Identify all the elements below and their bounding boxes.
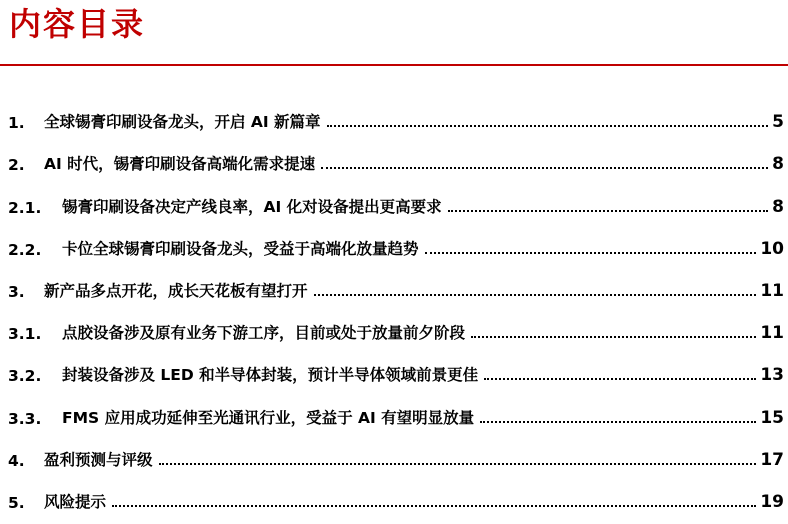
- title-divider: [0, 64, 788, 66]
- toc-entry-page: 8: [772, 154, 784, 175]
- toc-entry[interactable]: [8, 90, 786, 132]
- toc-dot-leader: [314, 293, 757, 296]
- toc-entry-page: 15: [760, 407, 784, 428]
- toc-dot-leader: [448, 209, 768, 212]
- toc-entry[interactable]: [8, 259, 786, 301]
- toc-dot-leader: [112, 504, 756, 507]
- toc-entry-text: 全球锡膏印刷设备龙头，开启 AI 新篇章: [44, 113, 321, 132]
- toc-entry-number: 3.: [8, 282, 25, 301]
- toc-entry-number: 3.2.: [8, 367, 42, 386]
- toc-dot-leader: [159, 462, 757, 465]
- toc-dot-leader: [327, 124, 769, 127]
- toc-entry[interactable]: [8, 174, 786, 216]
- toc-entry-page: 8: [772, 196, 784, 217]
- toc-dot-leader: [425, 251, 757, 254]
- toc-entry-text: 盈利预测与评级: [44, 450, 153, 469]
- toc-entry[interactable]: [8, 428, 786, 470]
- toc-entry-text: 卡位全球锡膏印刷设备龙头，受益于高端化放量趋势: [62, 239, 419, 258]
- toc-entry-number: 4.: [8, 451, 25, 470]
- toc-entry-text: 封装设备涉及 LED 和半导体封装，预计半导体领域前景更佳: [62, 366, 479, 385]
- toc-entry-page: 13: [760, 365, 784, 386]
- toc-entry-page: 11: [760, 323, 784, 344]
- toc-entry-page: 11: [760, 280, 784, 301]
- toc-entry-number: 5.: [8, 493, 25, 512]
- toc-entry-page: 10: [760, 238, 784, 259]
- toc-entry[interactable]: [8, 470, 786, 512]
- toc-entry-page: 17: [760, 449, 784, 470]
- toc-entry-text: 锡膏印刷设备决定产线良率，AI 化对设备提出更高要求: [62, 197, 442, 216]
- toc-entry-number: 1.: [8, 114, 25, 133]
- toc-entry-text: 新产品多点开花，成长天花板有望打开: [44, 281, 308, 300]
- toc-entry-text: FMS 应用成功延伸至光通讯行业，受益于 AI 有望明显放量: [62, 408, 475, 427]
- toc-entry-number: 2.: [8, 156, 25, 175]
- toc-entry-text: 风险提示: [44, 492, 107, 511]
- toc-entry[interactable]: [8, 217, 786, 259]
- toc-entry-number: 3.3.: [8, 409, 42, 428]
- toc-entry[interactable]: [8, 343, 786, 385]
- toc-dot-leader: [321, 166, 768, 169]
- toc-title: 内容目录: [9, 5, 146, 43]
- toc-dot-leader: [471, 335, 756, 338]
- toc-entry-page: 19: [760, 491, 784, 512]
- toc-list: [8, 90, 786, 512]
- toc-entry[interactable]: [8, 132, 786, 174]
- toc-entry[interactable]: [8, 385, 786, 427]
- toc-dot-leader: [484, 377, 756, 380]
- toc-entry-page: 5: [772, 112, 784, 133]
- toc-entry-text: AI 时代，锡膏印刷设备高端化需求提速: [44, 155, 316, 174]
- toc-dot-leader: [480, 420, 756, 423]
- toc-entry-number: 3.1.: [8, 325, 42, 344]
- toc-entry[interactable]: [8, 301, 786, 343]
- toc-entry-number: 2.2.: [8, 240, 42, 259]
- toc-entry-number: 2.1.: [8, 198, 42, 217]
- toc-entry-text: 点胶设备涉及原有业务下游工序，目前或处于放量前夕阶段: [62, 324, 466, 343]
